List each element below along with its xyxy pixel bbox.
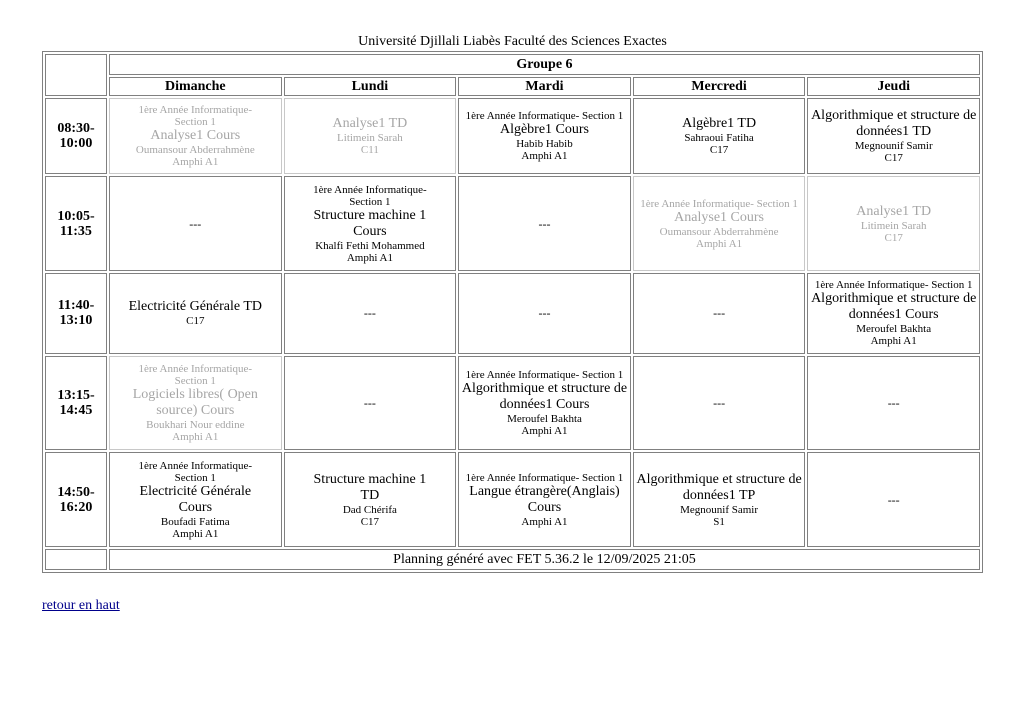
timetable-body bbox=[45, 98, 980, 547]
course-cell bbox=[109, 452, 282, 547]
course-cell bbox=[633, 176, 806, 271]
course-subj: Algorithmique et structure de bbox=[811, 291, 977, 307]
course-teacher: Meroufel Bakhta bbox=[856, 323, 932, 336]
time-slot-part: 11:40- bbox=[57, 298, 95, 314]
course-cell bbox=[458, 452, 631, 547]
course-teacher: Boukhari Nour eddine bbox=[146, 418, 245, 431]
course-room: C17 bbox=[884, 231, 903, 244]
course-cell bbox=[109, 98, 282, 174]
course-pre: 1ère Année Informatique- Section 1 bbox=[465, 110, 624, 123]
course-pre: 1ère Année Informatique- bbox=[138, 362, 253, 375]
course-pre: 1ère Année Informatique- Section 1 bbox=[814, 279, 973, 292]
course-cell bbox=[284, 452, 457, 547]
course-pre: 1ère Année Informatique- Section 1 bbox=[465, 471, 624, 484]
course-pre: 1ère Année Informatique- bbox=[313, 183, 427, 196]
course-cell bbox=[284, 98, 457, 174]
day-header-dimanche: Dimanche bbox=[109, 77, 282, 96]
time-slot-row bbox=[45, 452, 980, 547]
course-room: Amphi A1 bbox=[172, 527, 219, 540]
empty-slot: --- bbox=[807, 452, 980, 547]
timetable bbox=[42, 51, 983, 573]
course-room: S1 bbox=[713, 515, 725, 528]
course-teacher: Khalfi Fethi Mohammed bbox=[315, 239, 425, 252]
course-teacher: Litimein Sarah bbox=[860, 219, 927, 232]
course-teacher: Megnounif Samir bbox=[680, 503, 759, 516]
course-cell bbox=[458, 98, 631, 174]
time-slot-label bbox=[45, 273, 107, 354]
day-header-jeudi: Jeudi bbox=[807, 77, 980, 96]
course-subj2: données1 TP bbox=[682, 487, 756, 503]
course-cell bbox=[109, 356, 282, 451]
time-slot-label bbox=[45, 452, 107, 547]
time-slot-part: 10:05- bbox=[57, 208, 95, 224]
course-cell bbox=[807, 98, 980, 174]
course-subj: Algorithmique et structure de bbox=[636, 471, 802, 487]
time-slot-part: 13:15- bbox=[57, 387, 95, 403]
course-pre: 1ère Année Informatique- Section 1 bbox=[465, 368, 624, 381]
time-slot-part: 13:10 bbox=[59, 313, 93, 329]
course-pre2: Section 1 bbox=[349, 195, 391, 208]
footer-corner-cell bbox=[45, 549, 107, 570]
course-room: C17 bbox=[186, 315, 205, 328]
time-slot-part: 14:45 bbox=[59, 402, 93, 418]
course-room: Amphi A1 bbox=[521, 424, 568, 437]
course-subj: Structure machine 1 bbox=[313, 207, 427, 223]
course-teacher: Habib Habib bbox=[516, 138, 573, 151]
back-to-top-link[interactable]: retour en haut bbox=[42, 598, 120, 613]
time-slot-part: 16:20 bbox=[59, 499, 93, 515]
time-slot-label bbox=[45, 98, 107, 174]
course-teacher: Oumansour Abderrahmène bbox=[659, 225, 779, 238]
course-cell bbox=[633, 98, 806, 174]
course-subj: Structure machine 1 bbox=[313, 471, 427, 487]
course-pre2: Section 1 bbox=[174, 471, 216, 484]
time-slot-row bbox=[45, 356, 980, 451]
generated-note: Planning généré avec FET 5.36.2 le 12/09/2025 21:05 bbox=[109, 549, 980, 570]
course-subj: Electricité Générale bbox=[139, 483, 252, 499]
group-header: Groupe 6 bbox=[109, 54, 980, 75]
empty-slot: --- bbox=[109, 176, 282, 271]
time-slot-part: 11:35 bbox=[60, 223, 92, 239]
course-room: Amphi A1 bbox=[346, 251, 393, 264]
course-room: Amphi A1 bbox=[521, 150, 568, 163]
time-slot-row bbox=[45, 273, 980, 354]
course-teacher: Sahraoui Fatiha bbox=[684, 132, 754, 145]
time-slot-part: 14:50- bbox=[57, 484, 95, 500]
time-slot-part: 10:00 bbox=[59, 136, 93, 152]
empty-slot: --- bbox=[458, 273, 631, 354]
course-cell bbox=[109, 273, 282, 354]
course-pre2: Section 1 bbox=[174, 116, 216, 129]
course-subj: Langue étrangère(Anglais) Cours bbox=[469, 483, 620, 515]
empty-slot: --- bbox=[633, 356, 806, 451]
course-room: Amphi A1 bbox=[172, 430, 219, 443]
course-room: Amphi A1 bbox=[696, 237, 743, 250]
empty-slot: --- bbox=[807, 356, 980, 451]
course-room: C11 bbox=[360, 144, 379, 157]
course-subj: Algorithmique et structure de bbox=[461, 380, 628, 396]
course-cell bbox=[458, 356, 631, 451]
course-room: C17 bbox=[884, 152, 903, 165]
course-subj2: données1 TD bbox=[856, 124, 932, 140]
time-slot-part: 08:30- bbox=[57, 121, 95, 137]
course-subj: Analyse1 Cours bbox=[674, 209, 764, 225]
empty-slot: --- bbox=[284, 273, 457, 354]
course-subj: Analyse1 Cours bbox=[150, 128, 241, 144]
course-subj2: données1 Cours bbox=[499, 396, 590, 412]
course-subj2: données1 Cours bbox=[848, 307, 939, 323]
course-subj: Electricité Générale TD bbox=[128, 299, 263, 315]
course-subj: Algèbre1 Cours bbox=[499, 122, 589, 138]
course-cell bbox=[633, 452, 806, 547]
course-subj2: source) Cours bbox=[156, 402, 235, 418]
course-teacher: Litimein Sarah bbox=[337, 132, 403, 145]
course-teacher: Meroufel Bakhta bbox=[507, 412, 582, 425]
empty-slot: --- bbox=[284, 356, 457, 451]
day-header-lundi: Lundi bbox=[284, 77, 457, 96]
course-subj: Analyse1 TD bbox=[332, 116, 408, 132]
course-teacher: Oumansour Abderrahmène bbox=[135, 144, 255, 157]
course-subj2: Cours bbox=[353, 223, 387, 239]
course-teacher: Megnounif Samir bbox=[854, 140, 933, 153]
time-slot-label bbox=[45, 356, 107, 451]
course-pre: 1ère Année Informatique- bbox=[138, 459, 253, 472]
course-cell bbox=[807, 176, 980, 271]
empty-slot: --- bbox=[458, 176, 631, 271]
course-pre2: Section 1 bbox=[174, 374, 216, 387]
course-room: C17 bbox=[709, 144, 729, 157]
course-subj2: TD bbox=[360, 487, 380, 503]
time-slot-label bbox=[45, 176, 107, 271]
course-subj: Analyse1 TD bbox=[856, 203, 932, 219]
course-room: Amphi A1 bbox=[521, 515, 568, 528]
course-pre: 1ère Année Informatique- bbox=[138, 104, 253, 117]
course-room: Amphi A1 bbox=[172, 156, 219, 169]
course-pre: 1ère Année Informatique- Section 1 bbox=[640, 197, 798, 210]
corner-cell bbox=[45, 54, 107, 96]
day-header-mercredi: Mercredi bbox=[633, 77, 806, 96]
time-slot-row bbox=[45, 98, 980, 174]
course-teacher: Boufadi Fatima bbox=[160, 515, 230, 528]
course-room: C17 bbox=[360, 515, 380, 528]
course-cell bbox=[807, 273, 980, 354]
empty-slot: --- bbox=[633, 273, 806, 354]
course-room: Amphi A1 bbox=[870, 335, 917, 348]
day-header-mardi: Mardi bbox=[458, 77, 631, 96]
course-subj: Logiciels libres( Open bbox=[132, 386, 258, 402]
course-teacher: Dad Chérifa bbox=[342, 503, 397, 516]
course-subj: Algèbre1 TD bbox=[682, 116, 757, 132]
course-subj: Algorithmique et structure de bbox=[811, 108, 977, 124]
course-subj2: Cours bbox=[178, 499, 213, 515]
course-cell bbox=[284, 176, 457, 271]
time-slot-row bbox=[45, 176, 980, 271]
timetable-caption: Université Djillali Liabès Faculté des Sciences Exactes bbox=[358, 34, 667, 49]
